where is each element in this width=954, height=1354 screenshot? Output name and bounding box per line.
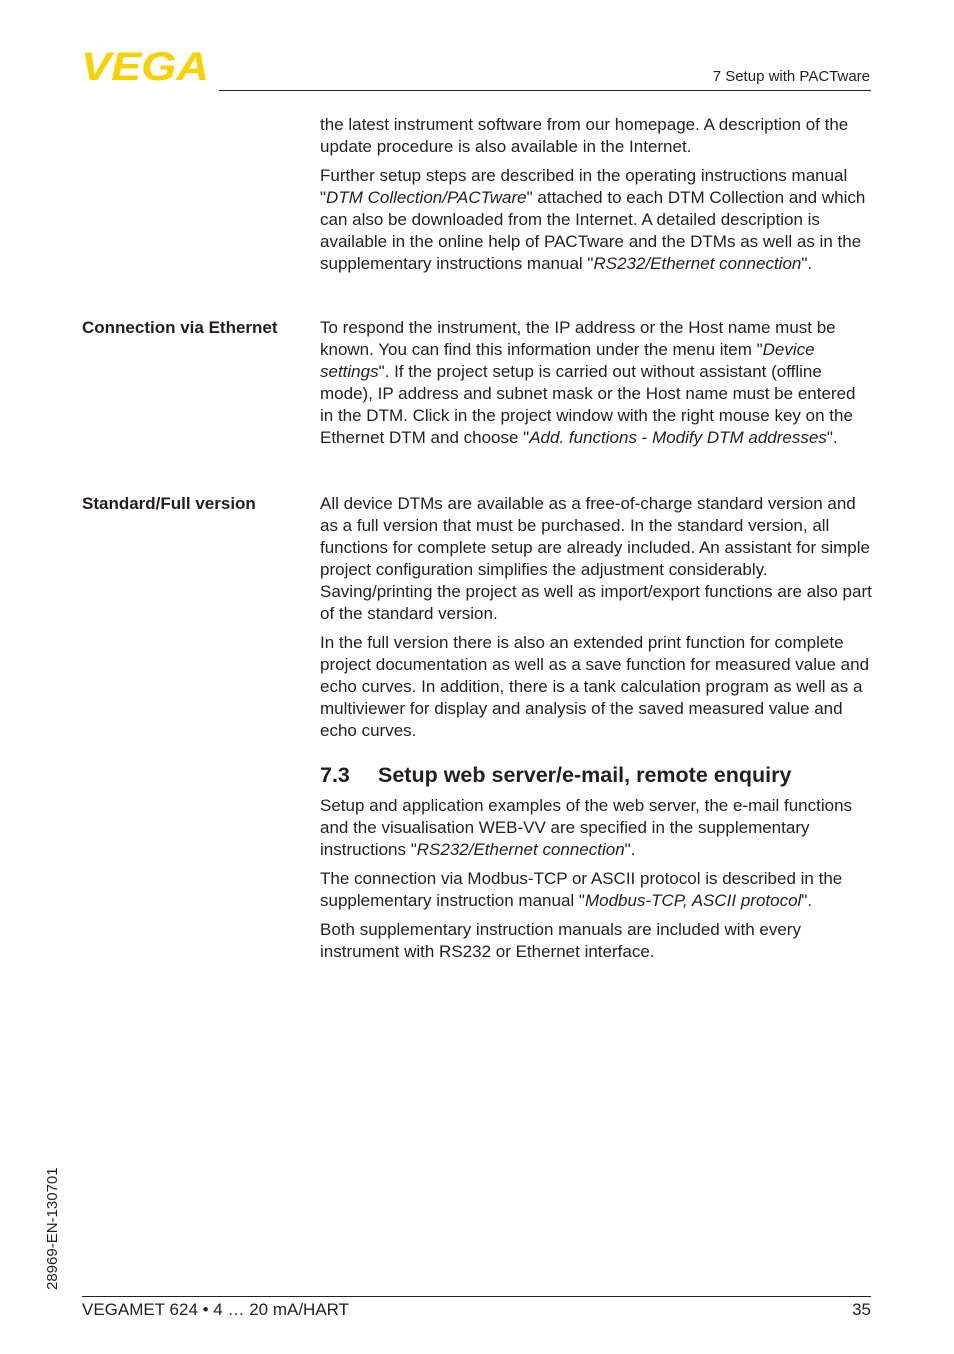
header-divider [219, 90, 871, 91]
standard-full-label: Standard/Full version [82, 494, 256, 513]
ethernet-label: Connection via Ethernet [82, 318, 278, 337]
standard-block [320, 493, 873, 742]
section-paragraph-3: Both supplementary instruction manuals are included with every instrument with RS232 or Ethernet interface. [320, 920, 801, 961]
logo-text: VEGA [81, 50, 209, 82]
chapter-header: 7 Setup with PACTware [712, 68, 870, 85]
document-code: 28969-EN-130701 [44, 1167, 61, 1290]
footer-divider [82, 1296, 871, 1297]
section-body [320, 795, 873, 963]
section-heading [320, 763, 791, 788]
intro-paragraph-2: Further setup steps are described in the operating instructions manual "DTM Collection/PACTware" attached to each DTM Collection and which can also be downloaded from the Internet. A detailed description is available in the online help of PACTware and the DTMs as well as in the supplementary instructions manual "RS232/Ethernet connection". [320, 166, 866, 273]
section-number: 7.3 [320, 763, 350, 787]
section-paragraph-2: The connection via Modbus-TCP or ASCII protocol is described in the supplementary instruction manual "Modbus-TCP, ASCII protocol". [320, 869, 843, 910]
footer-product: VEGAMET 624 • 4 … 20 mA/HART [82, 1300, 350, 1319]
ethernet-paragraph: To respond the instrument, the IP address or the Host name must be known. You can find this information under the menu item "Device settings". If the project setup is carried out without assistant (offline mode), IP address and subnet mask or the Host name must be entered in the DTM. Click in the project window with the right mouse key on the Ethernet DTM and choose "Add. functions - Modify DTM addresses". [320, 318, 856, 447]
vega-logo [81, 50, 211, 82]
section-paragraph-1: Setup and application examples of the web server, the e-mail functions and the visualisation WEB-VV are specified in the supplementary instructions "RS232/Ethernet connection". [320, 796, 853, 859]
page-number: 35 [852, 1300, 871, 1319]
standard-paragraph-2: In the full version there is also an extended print function for complete project documentation as well as a save function for measured value and echo curves. In addition, there is a tank calculation program as well as a multiviewer for display and analysis of the saved measured value and echo curves. [320, 633, 870, 740]
section-title: Setup web server/e-mail, remote enquiry [378, 763, 792, 787]
ethernet-block [320, 317, 873, 449]
intro-block [320, 114, 873, 275]
standard-paragraph-1: All device DTMs are available as a free-of-charge standard version and as a full version that must be purchased. In the standard version, all functions for complete setup are already included. An assistant for simple project configuration simplifies the adjustment considerably. Saving/printing the project as well as import/export functions are also part of the standard version. [320, 494, 872, 623]
intro-paragraph-1: the latest instrument software from our homepage. A description of the update procedure is also available in the Internet. [320, 115, 849, 156]
